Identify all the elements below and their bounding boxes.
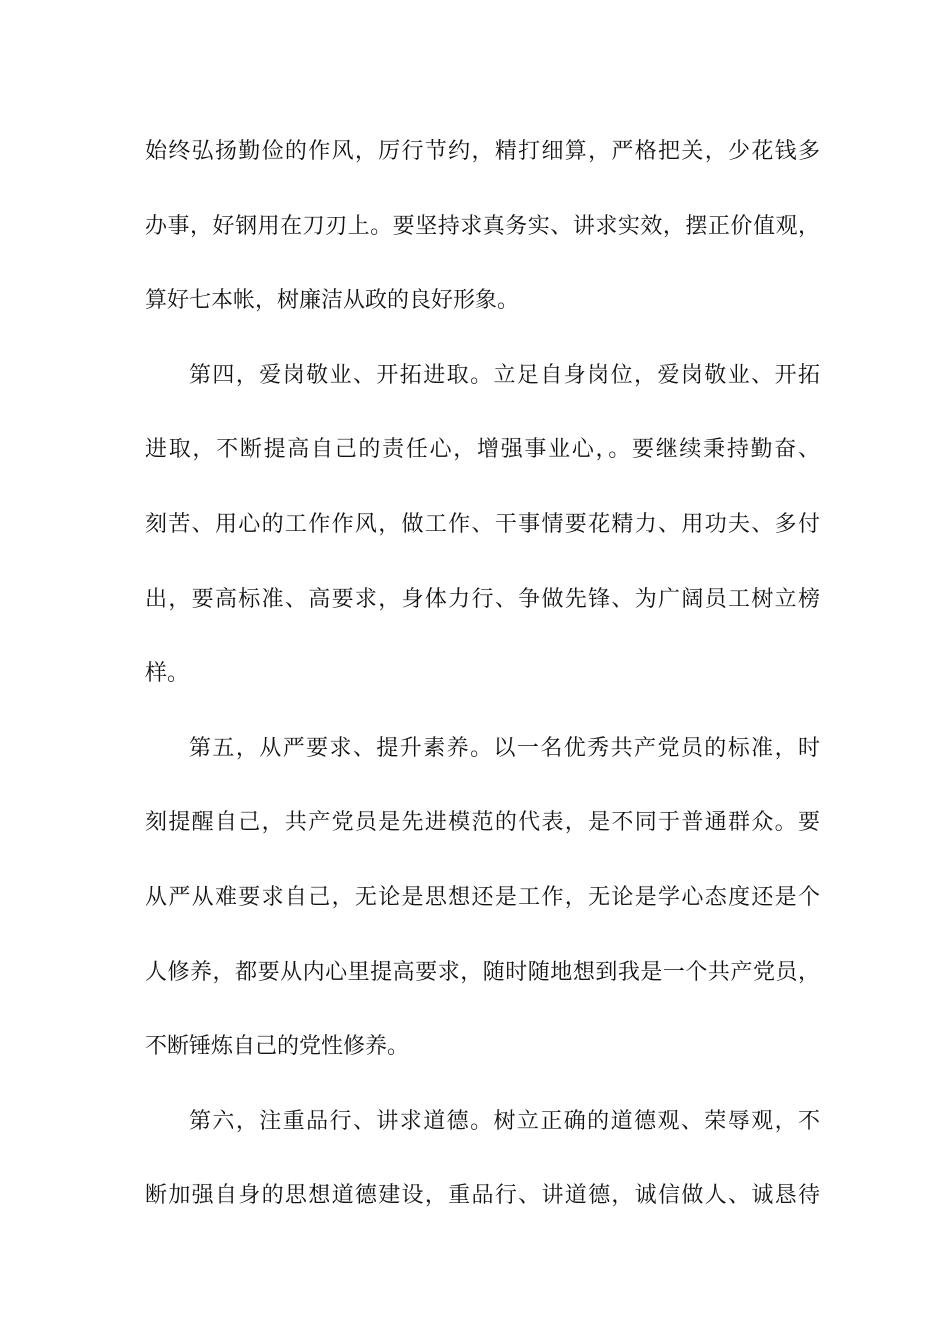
text-line: 算好七本帐，树廉洁从政的良好形象。 xyxy=(145,288,520,314)
text-line: 出，要高标准、高要求，身体力行、争做先锋、为广阔员工树立榜 xyxy=(145,586,820,612)
text-line: 断加强自身的思想道德建设，重品行、讲道德，诚信做人、诚恳待 xyxy=(145,1183,820,1209)
paragraph-first-line: 第四，爱岗敬业、开拓进取。立足自身岗位，爱岗敬业、开拓 xyxy=(189,362,820,388)
paragraph-first-line: 第五，从严要求、提升素养。以一名优秀共产党员的标准，时 xyxy=(189,735,820,761)
text-line: 刻苦、用心的工作作风，做工作、干事情要花精力、用功夫、多付 xyxy=(145,511,820,537)
text-line: 样。 xyxy=(145,661,190,687)
text-line: 进取，不断提高自己的责任心，增强事业心，。要继续秉持勤奋、 xyxy=(145,437,820,463)
text-line: 不断锤炼自己的党性修养。 xyxy=(145,1034,410,1060)
text-line: 人修养，都要从内心里提高要求，随时随地想到我是一个共产党员， xyxy=(145,959,820,985)
paragraph-first-line: 第六，注重品行、讲求道德。树立正确的道德观、荣辱观，不 xyxy=(189,1108,820,1134)
document-body xyxy=(145,128,820,1247)
text-line: 始终弘扬勤俭的作风，厉行节约，精打细算，严格把关，少花钱多 xyxy=(145,139,820,164)
text-line: 办事，好钢用在刀刃上。要坚持求真务实、讲求实效，摆正价值观， xyxy=(145,213,820,239)
text-line: 刻提醒自己，共产党员是先进模范的代表，是不同于普通群众。要 xyxy=(145,810,820,836)
text-line: 从严从难要求自己，无论是思想还是工作，无论是学心态度还是个 xyxy=(145,884,820,910)
